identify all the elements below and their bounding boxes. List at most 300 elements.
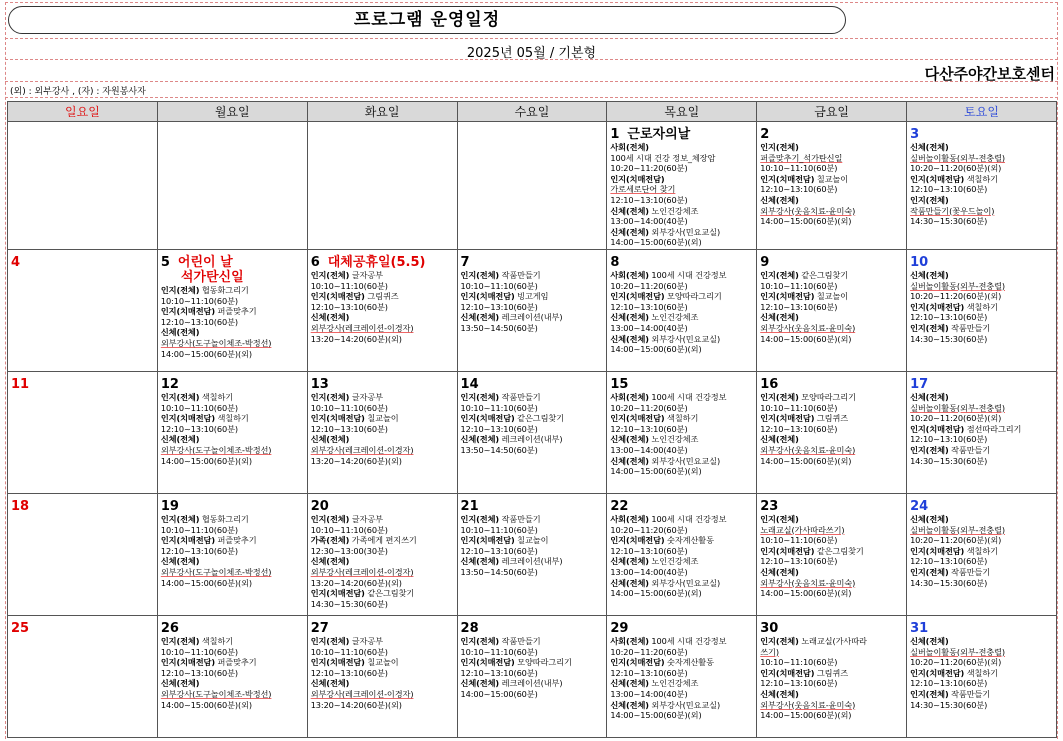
day-number: 7 xyxy=(460,254,470,270)
weekday-saturday: 토요일 xyxy=(907,102,1057,122)
program-entry xyxy=(461,413,604,424)
program-entry xyxy=(760,445,903,456)
program-detail: 14:30~15:30(60분) xyxy=(310,598,388,609)
program-category: 신체(전체) xyxy=(910,269,949,280)
day-header xyxy=(760,617,903,636)
program-detail: 외부강사(레크레이션-이경자) xyxy=(310,322,414,333)
program-detail: 14:00~15:00(60분)(외) xyxy=(610,710,702,721)
program-detail: 외부강사(도구놀이체조-박정선) xyxy=(160,444,272,455)
program-entry xyxy=(610,556,753,567)
program-detail: 레크레이션(내부) xyxy=(499,312,563,323)
program-category: 신체(전체) xyxy=(160,434,200,445)
program-category: 신체(전체) xyxy=(160,678,200,689)
day-number: 13 xyxy=(310,376,329,392)
program-entry xyxy=(610,700,753,711)
program-entry xyxy=(610,270,753,281)
program-entry xyxy=(161,546,304,557)
calendar-day-cell xyxy=(8,249,158,371)
program-category: 인지(치매전담) xyxy=(460,535,515,546)
program-entry xyxy=(760,323,903,334)
program-entry xyxy=(760,678,903,689)
program-detail: 외부강사(웃음치료-윤미숙) xyxy=(760,699,856,710)
program-entry xyxy=(311,434,454,445)
program-detail: 글자공부 xyxy=(349,635,383,646)
program-category: 인지(치매전담) xyxy=(910,423,965,434)
program-detail: 12:10~13:10(60분) xyxy=(160,423,239,434)
calendar-day-cell xyxy=(607,371,757,493)
program-detail: 모양따라그리기 xyxy=(664,291,722,302)
program-detail: 12:10~13:10(60분) xyxy=(610,545,688,556)
program-entry xyxy=(610,647,753,658)
program-category: 인지(전체) xyxy=(160,284,200,295)
day-header xyxy=(311,495,454,514)
program-category: 인지(치매전담) xyxy=(610,535,665,546)
program-entry xyxy=(161,445,304,456)
program-entry xyxy=(161,392,304,403)
program-detail: 12:10~13:10(60분) xyxy=(760,556,838,567)
program-entry xyxy=(760,195,903,206)
program-detail: 실버놀이활동(외부-전충렬) xyxy=(910,402,1006,413)
day-header xyxy=(11,495,154,514)
program-detail: 14:00~15:00(60분)(외) xyxy=(610,237,702,248)
day-header xyxy=(461,251,604,270)
program-entry xyxy=(311,636,454,647)
program-detail: 10:10~11:10(60분) xyxy=(310,402,388,413)
program-category: 사회(전체) xyxy=(610,269,649,280)
program-entry xyxy=(161,327,304,338)
program-detail: 외부강사(도구놀이체조-박정선) xyxy=(160,688,272,699)
program-entry xyxy=(610,142,753,153)
program-detail: 13:50~14:50(60분) xyxy=(460,566,538,577)
program-entry xyxy=(461,678,604,689)
calendar-day-cell xyxy=(307,615,457,737)
program-detail: 숫자계산활동 xyxy=(664,657,714,668)
program-entry xyxy=(910,535,1053,546)
holiday-label: 어린이 날 xyxy=(177,254,233,270)
program-detail: 14:30~15:30(60분) xyxy=(910,699,988,710)
program-entry xyxy=(760,546,903,557)
program-detail: 10:20~11:20(60분)(외) xyxy=(910,291,1002,302)
day-number: 10 xyxy=(910,254,929,270)
program-entry xyxy=(161,567,304,578)
program-entry xyxy=(311,599,454,610)
program-detail: 12:10~13:10(60분) xyxy=(610,667,688,678)
program-entry xyxy=(161,678,304,689)
day-number: 22 xyxy=(610,498,629,514)
program-detail: 100세 시대 건강정보 xyxy=(648,391,727,402)
day-number: 31 xyxy=(910,620,929,636)
program-category: 인지(전체) xyxy=(460,513,500,524)
program-entry xyxy=(161,456,304,467)
day-number: 16 xyxy=(760,376,779,392)
day-number: 20 xyxy=(310,498,329,514)
program-entry xyxy=(910,153,1053,164)
program-category: 신체(전체) xyxy=(310,434,350,445)
program-entry xyxy=(311,445,454,456)
program-entry xyxy=(760,392,903,403)
program-detail: 칠교놀이 xyxy=(364,413,399,424)
day-header xyxy=(760,373,903,392)
day-header xyxy=(760,123,903,142)
program-category: 신체(전체) xyxy=(910,391,949,402)
program-entry xyxy=(910,302,1053,313)
program-category: 신체(전체) xyxy=(310,556,350,567)
program-category: 신체(전체) xyxy=(760,434,799,445)
day-header xyxy=(461,617,604,636)
program-detail: 외부강사(도구놀이체조-박정선) xyxy=(160,337,272,348)
program-detail: 모양따라그리기 xyxy=(514,657,572,668)
program-detail: 10:10~11:10(60분) xyxy=(760,402,838,413)
program-entry xyxy=(610,195,753,206)
program-entry xyxy=(461,689,604,700)
program-category: 신체(전체) xyxy=(460,678,500,689)
program-entry xyxy=(610,525,753,536)
program-category: 신체(전체) xyxy=(610,577,649,588)
program-entry xyxy=(461,424,604,435)
program-entry xyxy=(311,334,454,345)
program-entry xyxy=(461,657,604,668)
program-entry xyxy=(610,206,753,217)
program-detail: 10:10~11:10(60분) xyxy=(160,295,239,306)
program-entry xyxy=(760,434,903,445)
program-detail: 12:10~13:10(60분) xyxy=(910,434,988,445)
program-detail: 색칠하기 xyxy=(964,667,998,678)
program-entry xyxy=(910,216,1053,227)
weekday-header-row xyxy=(8,102,1057,122)
program-category: 신체(전체) xyxy=(910,635,949,646)
program-category: 신체(전체) xyxy=(610,556,649,567)
program-entry xyxy=(610,413,753,424)
program-category: 인지(치매전담) xyxy=(910,545,965,556)
program-detail: 12:10~13:10(60분) xyxy=(760,184,838,195)
program-detail: 작품만들기 xyxy=(499,391,541,402)
day-number: 3 xyxy=(910,127,920,142)
guide-line xyxy=(5,81,1058,82)
program-category: 인지(치매전담) xyxy=(460,413,515,424)
program-detail: 12:10~13:10(60분) xyxy=(610,301,688,312)
program-entry xyxy=(311,392,454,403)
program-entry xyxy=(910,657,1053,668)
program-detail: 가로세로단어 찾기 xyxy=(610,184,676,195)
program-entry xyxy=(910,142,1053,153)
program-detail: 14:00~15:00(60분)(외) xyxy=(610,588,702,599)
program-entry xyxy=(161,285,304,296)
program-category: 인지(치매전담) xyxy=(160,413,215,424)
program-category: 사회(전체) xyxy=(610,513,649,524)
program-detail: 10:20~11:20(60분)(외) xyxy=(910,413,1002,424)
program-category: 인지(전체) xyxy=(160,391,200,402)
calendar-day-cell xyxy=(457,493,607,615)
program-category: 인지(전체) xyxy=(760,142,799,152)
program-entry xyxy=(161,700,304,711)
program-entry xyxy=(760,312,903,323)
program-detail: 그림퀴즈 xyxy=(814,667,849,678)
calendar-week-row xyxy=(8,122,1057,250)
program-entry xyxy=(311,323,454,334)
program-entry xyxy=(311,424,454,435)
program-entry xyxy=(760,291,903,302)
program-category: 신체(전체) xyxy=(460,556,500,567)
day-number: 27 xyxy=(310,620,329,636)
program-entry xyxy=(311,403,454,414)
program-entry xyxy=(760,710,903,721)
program-detail: 14:00~15:00(60분)(외) xyxy=(160,348,253,359)
program-detail: 실버놀이활동(외부-전충렬) xyxy=(910,646,1006,657)
calendar-day-cell xyxy=(457,122,607,250)
program-entry xyxy=(461,514,604,525)
program-category: 인지(치매전담) xyxy=(160,657,215,668)
program-entry xyxy=(311,281,454,292)
program-detail: 13:00~14:00(40분) xyxy=(610,566,688,577)
program-detail: 10:10~11:10(60분) xyxy=(310,646,388,657)
program-detail: 10:10~11:10(60분) xyxy=(760,657,838,668)
program-detail: 외부강사(웃음치료-윤미숙) xyxy=(760,444,856,455)
program-detail: 10:20~11:20(60분) xyxy=(610,646,688,657)
program-entry xyxy=(311,302,454,313)
program-detail: 글자공부 xyxy=(349,269,383,280)
program-entry xyxy=(610,710,753,721)
program-detail: 12:10~13:10(60분) xyxy=(760,301,838,312)
program-entry xyxy=(610,578,753,589)
program-entry xyxy=(161,514,304,525)
program-entry xyxy=(461,291,604,302)
program-category: 신체(전체) xyxy=(610,333,649,344)
program-entry xyxy=(910,424,1053,435)
day-number: 25 xyxy=(11,620,30,636)
program-entry xyxy=(610,424,753,435)
program-entry xyxy=(610,323,753,334)
program-detail: 협동화그리기 xyxy=(199,284,249,295)
calendar-day-cell xyxy=(757,249,907,371)
program-detail: 퍼즐맞추기_석가탄신일 xyxy=(760,152,843,163)
program-category: 인지(전체) xyxy=(310,635,350,646)
calendar-day-cell xyxy=(8,615,158,737)
program-entry xyxy=(461,647,604,658)
program-entry xyxy=(910,270,1053,281)
program-detail: 모양따라그리기 xyxy=(798,391,856,402)
program-detail: 100세 시대 건강 정보_체장암 xyxy=(610,152,716,163)
calendar-day-cell xyxy=(157,371,307,493)
holiday-label: 근로자의날 xyxy=(627,127,691,142)
day-number: 21 xyxy=(460,498,479,514)
weekday-tuesday: 화요일 xyxy=(307,102,457,122)
program-detail: 100세 시대 건강정보 xyxy=(648,635,727,646)
day-header xyxy=(11,373,154,392)
program-detail: 14:30~15:30(60분) xyxy=(910,455,988,466)
program-category: 인지(치매전담) xyxy=(610,173,665,184)
program-detail: 노인건강체조 xyxy=(648,556,699,567)
day-number: 12 xyxy=(160,376,179,392)
page-subtitle: 2025년 05월 / 기본형 xyxy=(466,46,597,61)
program-entry xyxy=(910,392,1053,403)
program-detail: 14:00~15:00(60분)(외) xyxy=(160,699,253,710)
program-detail: 14:00~15:00(60분)(외) xyxy=(760,216,852,227)
calendar-day-cell xyxy=(307,371,457,493)
program-detail: 외부강사(웃음치료-윤미숙) xyxy=(760,205,856,216)
program-entry xyxy=(760,668,903,679)
weekday-monday: 월요일 xyxy=(157,102,307,122)
program-entry xyxy=(161,525,304,536)
calendar-week-row xyxy=(8,615,1057,737)
program-entry xyxy=(910,403,1053,414)
day-number: 28 xyxy=(460,620,479,636)
program-detail: 12:10~13:10(60분) xyxy=(610,423,688,434)
program-entry xyxy=(610,567,753,578)
program-detail: 12:10~13:10(60분) xyxy=(160,316,239,327)
program-entry xyxy=(311,525,454,536)
calendar-week-row xyxy=(8,493,1057,615)
calendar-day-cell xyxy=(607,615,757,737)
program-entry xyxy=(461,668,604,679)
program-detail: 10:20~11:20(60분) xyxy=(610,280,688,291)
program-entry xyxy=(910,546,1053,557)
program-detail: 12:10~13:10(60분) xyxy=(460,301,538,312)
program-detail: 14:00~15:00(60분)(외) xyxy=(160,455,253,466)
day-number: 14 xyxy=(460,376,479,392)
program-entry xyxy=(610,434,753,445)
program-detail: 13:50~14:50(60분) xyxy=(460,322,538,333)
weekday-friday: 금요일 xyxy=(757,102,907,122)
program-detail: 12:10~13:10(60분) xyxy=(310,301,388,312)
program-detail: 노인건강체조 xyxy=(648,434,699,445)
program-entry xyxy=(910,668,1053,679)
program-category: 인지(치매전담) xyxy=(760,291,815,302)
program-detail: 외부강사(레크레이션-이경자) xyxy=(310,444,414,455)
program-detail: 14:00~15:00(60분)(외) xyxy=(610,466,702,477)
program-entry xyxy=(461,270,604,281)
program-entry xyxy=(760,163,903,174)
program-detail: 빙고게임 xyxy=(514,291,549,302)
program-detail: 레크레이션(내부) xyxy=(499,678,563,689)
program-category: 신체(전체) xyxy=(610,699,649,710)
calendar-week-row xyxy=(8,371,1057,493)
program-detail: 12:10~13:10(60분) xyxy=(910,556,988,567)
program-entry xyxy=(610,174,753,185)
program-entry xyxy=(161,556,304,567)
program-entry xyxy=(910,312,1053,323)
program-entry xyxy=(461,546,604,557)
program-detail: 작품만들기 xyxy=(948,566,991,577)
day-number: 24 xyxy=(910,498,929,514)
day-header xyxy=(11,251,154,270)
program-category: 인지(치매전담) xyxy=(610,657,665,668)
program-entry xyxy=(610,216,753,227)
program-detail: 10:10~11:10(60분) xyxy=(160,646,239,657)
weekday-thursday: 목요일 xyxy=(607,102,757,122)
program-category: 신체(전체) xyxy=(760,312,799,323)
program-entry xyxy=(610,588,753,599)
program-entry xyxy=(610,163,753,174)
program-entry xyxy=(161,578,304,589)
program-entry xyxy=(910,445,1053,456)
program-detail: 외부강사(민요교실) xyxy=(648,455,721,466)
program-category: 인지(치매전담) xyxy=(160,306,215,317)
calendar-day-cell xyxy=(157,615,307,737)
program-entry xyxy=(910,334,1053,345)
calendar-day-cell xyxy=(8,371,158,493)
day-header xyxy=(311,617,454,636)
day-header xyxy=(461,373,604,392)
program-entry xyxy=(161,636,304,647)
program-entry xyxy=(760,647,903,658)
calendar-day-cell xyxy=(607,249,757,371)
program-detail: 칠교놀이 xyxy=(814,291,849,302)
program-entry xyxy=(910,678,1053,689)
program-entry xyxy=(910,174,1053,185)
program-detail: 외부강사(웃음치료-윤미숙) xyxy=(760,322,856,333)
program-detail: 13:50~14:50(60분) xyxy=(460,444,538,455)
program-category: 인지(치매전담) xyxy=(310,291,365,302)
program-entry xyxy=(760,657,903,668)
program-category: 인지(전체) xyxy=(310,391,350,402)
program-detail: 칠교놀이 xyxy=(814,173,849,184)
program-entry xyxy=(760,514,903,525)
program-detail: 13:00~14:00(40분) xyxy=(610,688,688,699)
program-category: 가족(전체) xyxy=(310,535,350,546)
day-number: 26 xyxy=(160,620,179,636)
program-entry xyxy=(311,657,454,668)
page-title: 프로그램 운영일정 xyxy=(8,6,846,34)
program-entry xyxy=(610,302,753,313)
program-entry xyxy=(610,445,753,456)
day-header xyxy=(760,251,903,270)
day-header xyxy=(610,251,753,270)
program-entry xyxy=(610,535,753,546)
program-entry xyxy=(311,456,454,467)
calendar-day-cell xyxy=(307,493,457,615)
program-category: 인지(치매전담) xyxy=(310,657,365,668)
day-header xyxy=(910,123,1053,142)
program-entry xyxy=(461,403,604,414)
program-category: 신체(전체) xyxy=(460,312,500,323)
program-entry xyxy=(910,689,1053,700)
program-category: 인지(치매전담) xyxy=(460,291,515,302)
program-detail: 작품만들기 xyxy=(948,688,991,699)
program-entry xyxy=(760,535,903,546)
program-entry xyxy=(760,302,903,313)
program-detail: 10:10~11:10(60분) xyxy=(310,280,388,291)
program-entry xyxy=(461,312,604,323)
program-entry xyxy=(910,323,1053,334)
day-header xyxy=(161,373,304,392)
day-number: 17 xyxy=(910,376,929,392)
program-entry xyxy=(461,281,604,292)
program-category: 인지(전체) xyxy=(760,635,799,646)
program-category: 인지(전체) xyxy=(310,269,350,280)
program-detail: 노인건강체조 xyxy=(648,312,699,323)
program-entry xyxy=(161,535,304,546)
calendar-day-cell xyxy=(757,122,907,250)
program-detail: 10:10~11:10(60분) xyxy=(760,163,838,174)
calendar-day-cell xyxy=(457,615,607,737)
program-category: 인지(치매전담) xyxy=(160,535,215,546)
program-detail: 12:10~13:10(60분) xyxy=(310,667,388,678)
program-entry xyxy=(760,403,903,414)
program-category: 인지(전체) xyxy=(460,391,500,402)
program-category: 인지(전체) xyxy=(460,269,500,280)
program-detail: 노인건강체조 xyxy=(648,205,699,216)
program-detail: 점선따라그리기 xyxy=(964,423,1022,434)
program-detail: 10:10~11:10(60분) xyxy=(460,646,538,657)
program-detail: 색칠하기 xyxy=(964,545,998,556)
program-detail: 협동화그리기 xyxy=(199,513,249,524)
program-detail: 외부강사(레크레이션-이경자) xyxy=(310,688,414,699)
program-entry xyxy=(610,392,753,403)
program-entry xyxy=(461,445,604,456)
program-category: 인지(치매전담) xyxy=(910,301,965,312)
guide-line xyxy=(5,38,1058,39)
program-entry xyxy=(760,184,903,195)
